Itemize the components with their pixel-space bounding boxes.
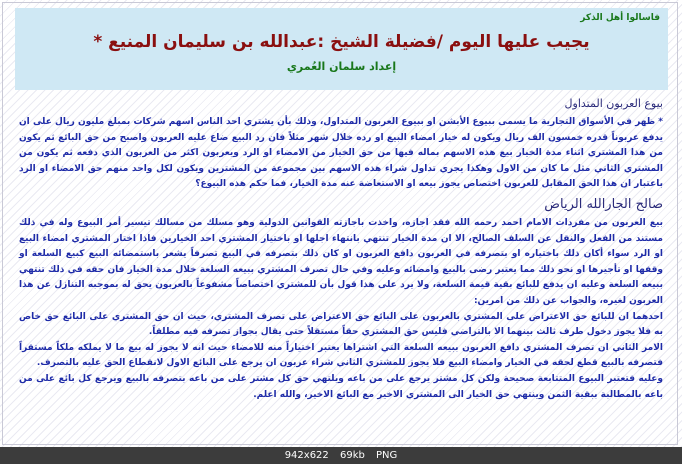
image-format: PNG xyxy=(376,450,398,461)
header-tagline: فاسالوا أهل الذكر xyxy=(580,13,660,23)
image-file-size: 69kb xyxy=(339,450,365,461)
article-body xyxy=(15,96,667,403)
article-header xyxy=(15,8,668,90)
question-title: بيوع العربون المتداول xyxy=(564,97,663,110)
image-status-bar xyxy=(0,447,682,464)
question-text: * ظهر في الأسواق التجارية ما يسمى ببيوع الأبشن او ببيوع العربون المتداول، وذلك بأن يشتري احد الناس اسهم شركات بمبلغ مليون ريال على ان يدفع عربوناً قدره خمسون الف ريال ويكون له خيار امضاء البيع او رده خلال شهر مثلاً فان رد البيع ضاع عليه العربون واصبح من حق البائع ثم يكون من هذا المشتري اثناء مدة الخيار بيع هذه الاسهم بماله فيها من حق الخيار من الامضاء او الرد ويعربون اكثر من العربون الذي دفعه ثم يكون من المشتري الثاني مثل ما كان من الاول وهكذا يجري تداول شراء هذه الاسهم بين مجموعة من المشترين ويكون لكل واحد منهم حق الامضاء او الرد باعتبار ان هذا الحق المقابل للعربون اختصاص يجوز بيعه او الاستعاضة عنه مدة الخيار، فما حكم هذه البيوع؟ xyxy=(19,117,663,190)
answer-paragraph-3: الامر الثاني ان تصرف المشتري دافع العربون ببيعه السلعة التي اشتراها يعتبر اختياراً منه للامضاء حيث انه لا يجوز له بيع ما لا يملكه ملكاً مستقراً فتصرفه بالبيع قطع لحقه في الخيار وامضاء البيع فلا يجوز للمشتري الثاني شراء عربون ان يرجع على البائع الاول لانقطاع الحق عليه بالتصرف. xyxy=(19,342,663,369)
article-title: يجيب عليها اليوم /فضيلة الشيخ :عبدالله بن سليمان المنيع * xyxy=(93,32,590,52)
document-frame xyxy=(2,2,678,445)
answer-title: صالح الجارالله الرياض xyxy=(544,196,663,212)
answer-paragraph-4: وعليه فتعتبر البيوع المتتابعة صحيحة ولكن كل مشتر يرجع على من باعه ويلتهي حق كل مشتر على من باعه بتصرفه بالبيع ويرجع كل بائع على من باعه بالمطالبة ببقية الثمن وينتهي حق الخيار الى المشتري الاخير مع البائع الاخير، والله اعلم. xyxy=(19,373,663,400)
answer-paragraph-1: بيع العربون من مفردات الامام احمد رحمه الله فقد اجازه، واخذت باجازته القوانين الدولية وهو مسلك من مسالك تيسير أمر البيوع وله في ذلك مستند من الفعل والنقل عن السلف الصالح، الا ان مدة الخيار تنتهي بانتهاء اجلها او باختيار المشتري احد الخيارين فاذا اختار المشتري امضاء البيع او الرد سواء أكان ذلك باختياره او بتصرفه في العربون دافع العربون او كان ذلك بتصرفه في البيع تصرفاً يشعر باستمضائه البيع كبيع السلعة او وقفها او تأجيرها او نحو ذلك مما يعتبر رضى بالبيع وامضائه وعليه وفي حال تصرف المشتري ببيعه السلعة خلال مدة الخيار فان حقه في ذلك تنتهي ببيعه السلعة وعليه ان يدفع للبائع بقية قيمة السلعة، ولا يرد على هذا قول بأن للمشتري اختصاصاً مشفوعاً بالعربون يحق له بموجبه التنازل عن هذا العربون لغيره، والجواب عن ذلك من امرين: xyxy=(19,217,663,306)
answer-paragraph-2: احدهما ان للبائع حق الاعتراض على المشتري بالعربون على البائع حق الاعتراض على تصرف المشتري، حيث ان حق المشتري على البائع حق خاص به فلا يجوز دخول طرف ثالث بينهما الا بالتراضي فليس حق المشتري حقاً مستقلاً حتى يقال بجواز تصرفه فيه مطلقاً. xyxy=(19,311,663,338)
image-dimensions: 942x622 xyxy=(284,450,329,461)
article-author: إعداد سلمان العُمري xyxy=(286,60,397,73)
